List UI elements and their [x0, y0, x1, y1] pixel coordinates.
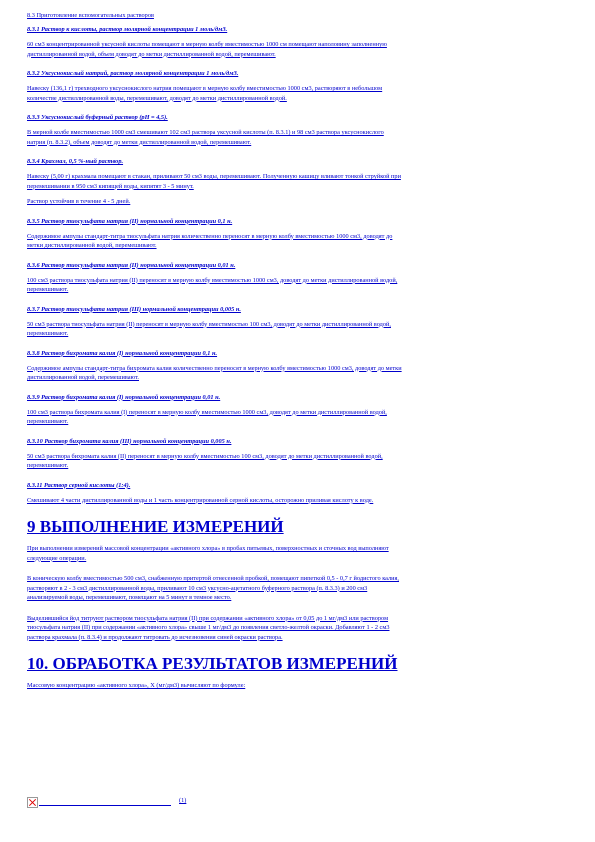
document-body — [27, 12, 568, 691]
subsection — [27, 350, 568, 394]
subsection-heading[interactable]: 8.3.5 Раствор тиосульфата натрия (II) нормальной концентрации 0,1 н. — [27, 217, 233, 225]
paragraph — [27, 544, 568, 574]
paragraph-line[interactable]: 50 см3 раствора тиосульфата натрия (II) переносят в мерную колбу вместимостью 100 см3, доводят до метки дистиллированной водой, — [27, 320, 391, 328]
broken-image-icon — [27, 797, 38, 808]
paragraph-line[interactable]: Выделившийся йод титруют раствором тиосульфата натрия (II) при содержании «активного хлора» от 0,05 до 1 мг/дм3 или раствором — [27, 614, 389, 622]
subsections-list — [27, 26, 568, 516]
section-10 — [27, 653, 568, 691]
paragraph-line[interactable]: перемешивают. — [27, 286, 69, 293]
subsection-heading[interactable]: 8.3.3 Уксуснокислый буферный раствор (pH = 4,5). — [27, 114, 168, 121]
paragraph-line[interactable]: Раствор устойчив в течение 4 - 5 дней. — [27, 198, 131, 205]
subsection — [27, 482, 568, 517]
paragraph-line[interactable]: перемешивают. — [27, 330, 69, 337]
subsection-heading[interactable]: 8.3.9 Раствор бихромата калия (I) нормальной концентрации 0,01 н. — [27, 393, 221, 401]
paragraph — [27, 574, 568, 614]
subsection — [27, 394, 568, 438]
subsection — [27, 158, 568, 218]
paragraph-line[interactable]: раствора крахмала (п. 8.3.4) и продолжают титровать до исчезновения синей окраски раствора. — [27, 633, 283, 641]
section-10-intro[interactable]: Массовую концентрацию «активного хлора», Х (мг/дм3) вычисляют по формуле: — [27, 682, 246, 689]
subsection-heading[interactable]: 8.3.8 Раствор бихромата калия (I) нормальной концентрации 0,1 н. — [27, 349, 218, 357]
paragraph-line[interactable]: При выполнении измерений массовой концентрации «активного хлора» в пробах питьевых, поверхностных и сточных вод выполняют — [27, 545, 389, 552]
subsection-heading[interactable]: 8.3.4 Крахмал, 0,5 %-ный раствор. — [27, 158, 124, 165]
subsection — [27, 438, 568, 482]
subsection-heading[interactable]: 8.3.6 Раствор тиосульфата натрия (II) нормальной концентрации 0,01 н. — [27, 261, 236, 269]
paragraph-line[interactable]: тиосульфата натрия (II) при содержании «активного хлора» свыше 1 мг/дм3 до появления светло-желтой окраски. Добавляют 1 - 2 см3 — [27, 624, 390, 631]
paragraph-line[interactable]: перемешивании в 950 см3 кипящей воды, кипятят 3 - 5 минут. — [27, 182, 194, 190]
paragraph-line[interactable]: 60 см3 концентрированной уксусной кислоты помещают в мерную колбу вместимостью 1000 см помещают наполовину заполненную — [27, 41, 387, 48]
paragraph-line[interactable]: следующие операции. — [27, 554, 87, 562]
paragraph-line[interactable]: анализируемой воды, перемешивают, помещают на 5 минут в темное место. — [27, 594, 232, 601]
subsection-heading[interactable]: 8.3.2 Уксуснокислый натрий, раствор молярной концентрации 1 моль/дм3. — [27, 70, 239, 77]
subsection — [27, 262, 568, 306]
section-9 — [27, 516, 568, 653]
section-9-title[interactable]: 9 ВЫПОЛНЕНИЕ ИЗМЕРЕНИЙ — [27, 517, 284, 536]
paragraph-line[interactable]: 100 см3 раствора бихромата калия (I) переносят в мерную колбу вместимостью 1000 см3, доводят до метки дистиллированной водой, — [27, 408, 387, 416]
paragraph-line[interactable]: Навеску (136,1 г) трехводного уксуснокислого натрия помещают в мерную колбу вместимостью 1000 см3, растворяют в небольшом — [27, 85, 383, 92]
paragraph-line[interactable]: метки дистиллированной водой, перемешивают. — [27, 242, 157, 249]
section-9-paragraphs — [27, 544, 568, 653]
formula-link-line[interactable] — [39, 805, 171, 806]
paragraph-line[interactable]: 50 см3 раствора бихромата калия (II) переносят в мерную колбу вместимостью 100 см3, доводят до метки дистиллированной водой, — [27, 452, 383, 460]
paragraph-line[interactable]: В коническую колбу вместимостью 500 см3, снабженную притертой отнесенной пробкой, помещают пипеткой 0,5 - 0,7 г йодистого калия, — [27, 575, 400, 582]
section-10-title[interactable]: 10. ОБРАБОТКА РЕЗУЛЬТАТОВ ИЗМЕРЕНИЙ — [27, 654, 398, 673]
subsection — [27, 26, 568, 70]
paragraph-line[interactable]: перемешивают. — [27, 418, 69, 425]
paragraph-line[interactable]: количестве дистиллированной воды, перемешивают, доводят до метки дистиллированной водой. — [27, 94, 287, 102]
formula-block — [27, 796, 187, 810]
formula-number: (1) — [179, 797, 187, 804]
paragraph-line[interactable]: Содержимое ампулы стандарт-титра тиосульфата натрия количественно переносят в мерную колбу вместимостью 1000 см3, доводят до — [27, 232, 393, 240]
paragraph-line[interactable]: дистиллированной водой, объем доводят до метки дистиллированной водой, перемешивают. — [27, 50, 276, 58]
subsection-heading[interactable]: 8.3.7 Раствор тиосульфата натрия (III) нормальной концентрации 0,005 н. — [27, 305, 241, 313]
subsection — [27, 114, 568, 158]
subsection — [27, 218, 568, 262]
subsection — [27, 70, 568, 114]
section-8-3-title[interactable]: 8.3 Приготовление вспомогательных растворов — [27, 12, 154, 19]
paragraph-line[interactable]: растворяют в 2 - 3 см3 дистиллированной воды, приливают 10 см3 уксусно-ацетатного буферного раствора (п. 8.3.3) и 200 см3 — [27, 584, 368, 592]
paragraph-line[interactable]: 100 см3 раствора тиосульфата натрия (II) переносят в мерную колбу вместимостью 1000 см3, доводят до метки дистиллированной водой, — [27, 276, 398, 284]
paragraph-line[interactable]: Смешивают 4 части дистиллированной воды и 1 часть концентрированной серной кислоты, осторожно приливая кислоту к воде. — [27, 496, 374, 504]
subsection-heading[interactable]: 8.3.11 Раствор серной кислоты (1:4). — [27, 481, 131, 489]
paragraph — [27, 614, 568, 654]
paragraph-line[interactable]: перемешивают. — [27, 462, 69, 469]
subsection-heading[interactable]: 8.3.1 Раствор к кислоты, раствор молярной концентрации 1 моль/дм3. — [27, 26, 228, 33]
subsection — [27, 306, 568, 350]
paragraph-line[interactable]: натрия (п. 8.3.2), объем доводят до метки дистиллированной водой, перемешивают. — [27, 138, 252, 146]
paragraph-line[interactable]: Содержимое ампулы стандарт-титра бихромата калия количественно переносят в мерную колбу вместимостью 1000 см3, доводят до метки — [27, 364, 402, 372]
paragraph-line[interactable]: В мерной колбе вместимостью 1000 см3 смешивают 102 см3 раствора уксусной кислоты (п. 8.3.1) и 98 см3 раствора уксуснокислого — [27, 129, 384, 136]
paragraph-line[interactable]: Навеску (5,00 г) крахмала помещают в стакан, приливают 50 см3 воды, перемешивают. Полученную кашицу вливают тонкой струйкой при — [27, 173, 401, 180]
paragraph-line[interactable]: дистиллированной водой, перемешивают. — [27, 374, 139, 381]
subsection-heading[interactable]: 8.3.10 Раствор бихромата калия (III) нормальной концентрации 0,005 н. — [27, 437, 232, 445]
